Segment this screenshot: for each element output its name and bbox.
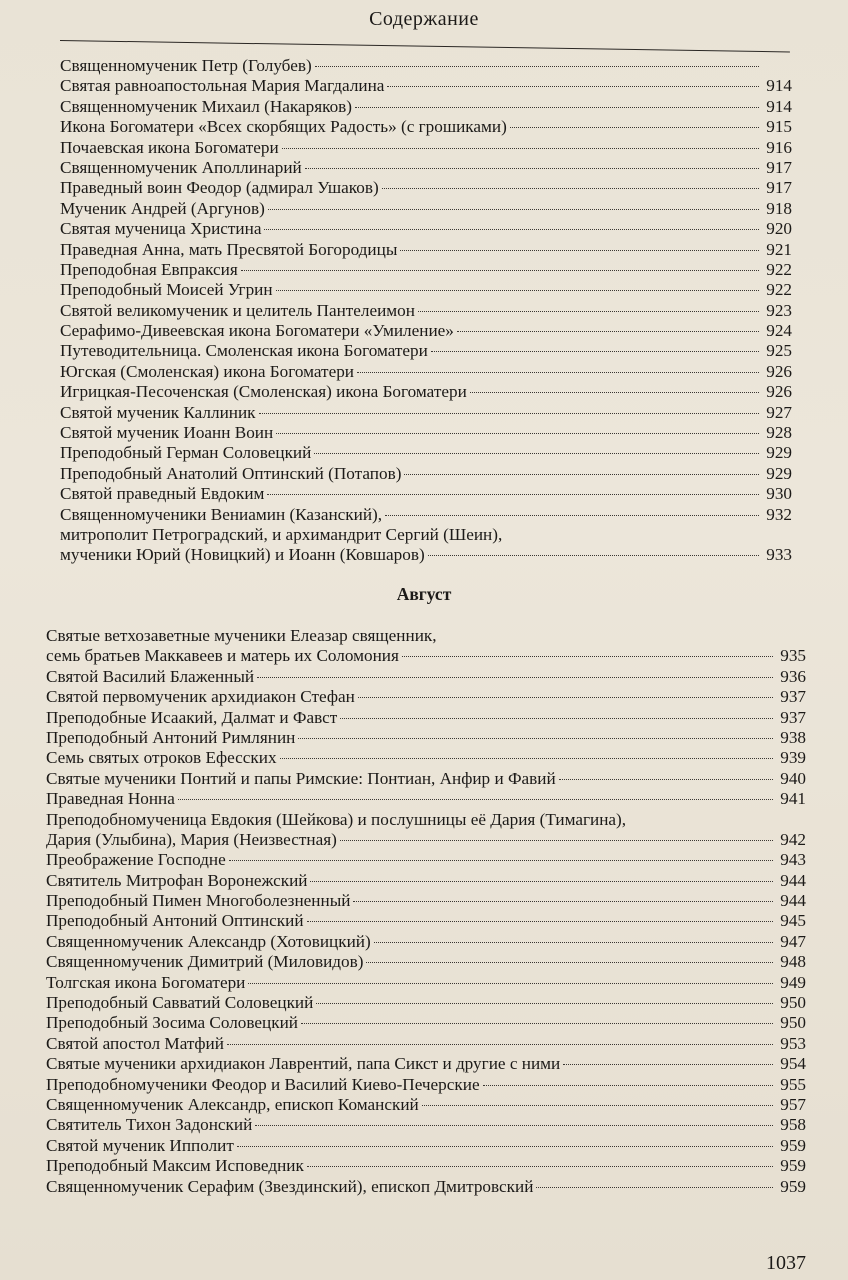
toc-dot-leader [229, 860, 773, 861]
toc-dot-leader [340, 840, 773, 841]
toc-entry-page: 923 [766, 300, 792, 320]
toc-dot-leader [563, 1064, 773, 1065]
toc-entry-title: Священномученик Петр (Голубев) [60, 56, 312, 75]
toc-dot-leader [355, 107, 759, 108]
toc-entry [60, 423, 792, 443]
toc-entry [60, 280, 792, 300]
toc-entry [46, 646, 806, 666]
toc-dot-leader [255, 1125, 773, 1126]
toc-entry-title: Преподобные Исаакий, Далмат и Фавст [46, 707, 338, 727]
toc-dot-leader [340, 718, 773, 719]
toc-entry-title: Святые мученики архидиакон Лаврентий, папа Сикст и другие с ними [46, 1054, 561, 1074]
toc-entry-page: 925 [766, 341, 792, 361]
toc-entry [46, 973, 806, 993]
toc-entry-title: Преображение Господне [46, 850, 226, 870]
toc-entry [60, 443, 792, 463]
toc-entry-title: Священномученик Михаил (Накаряков) [60, 96, 353, 116]
toc-entry [46, 871, 806, 891]
toc-entry-page: 933 [766, 545, 792, 565]
toc-entry-title: Преподобный Зосима Соловецкий [46, 1013, 298, 1033]
toc-dot-leader [248, 983, 773, 984]
toc-entry-title: Преподобномученица Евдокия (Шейкова) и послушницы её Дария (Тимагина), [46, 809, 627, 829]
toc-entry [60, 138, 792, 158]
toc-entry [46, 1136, 806, 1156]
toc-dot-leader [276, 433, 759, 434]
toc-dot-leader [510, 127, 759, 128]
toc-entry-page: 950 [780, 993, 806, 1013]
toc-entry-page: 958 [780, 1115, 806, 1135]
toc-dot-leader [366, 962, 773, 963]
toc-entry-page: 945 [780, 911, 806, 931]
toc-entry-title: Святой апостол Матфий [46, 1033, 224, 1053]
toc-entry [60, 178, 792, 198]
toc-entry [46, 667, 806, 687]
toc-entry-title: Святые мученики Понтий и папы Римские: Понтиан, Анфир и Фавий [46, 768, 556, 788]
toc-entry-page: 950 [780, 1013, 806, 1033]
toc-dot-leader [237, 1146, 773, 1147]
toc-entry [60, 301, 792, 321]
toc-entry-page: 959 [780, 1156, 806, 1176]
toc-dot-leader [431, 351, 759, 352]
toc-entry [46, 1115, 806, 1135]
toc-dot-leader [374, 942, 773, 943]
toc-entry-page: 926 [766, 361, 792, 381]
toc-entry [46, 952, 806, 972]
toc-entry [46, 1075, 806, 1095]
toc-dot-leader [404, 474, 759, 475]
toc-entry [46, 1013, 806, 1033]
page-number: 1037 [766, 1252, 806, 1274]
toc-entry-page: 957 [780, 1094, 806, 1114]
toc-entry-page: 937 [780, 687, 806, 707]
toc-entry-title: Святой праведный Евдоким [60, 484, 265, 504]
toc-dot-leader [470, 392, 759, 393]
toc-entry-title: Мученик Андрей (Аргунов) [60, 198, 265, 218]
toc-dot-leader [280, 758, 773, 759]
toc-dot-leader [298, 738, 773, 739]
toc-dot-leader [315, 66, 759, 67]
toc-entry-title: Священномученик Серафим (Звездинский), епископ Дмитровский [46, 1176, 534, 1196]
toc-dot-leader [264, 229, 759, 230]
toc-entry [46, 728, 806, 748]
toc-entry-title: семь братьев Маккавеев и матерь их Соломония [46, 646, 399, 666]
toc-entry-title: Святой первомученик архидиакон Стефан [46, 687, 355, 707]
header-divider [60, 40, 790, 52]
toc-entry [46, 932, 806, 952]
toc-entry-page: 953 [780, 1033, 806, 1053]
toc-entry [46, 687, 806, 707]
toc-entry [60, 97, 792, 117]
toc-dot-leader [301, 1023, 773, 1024]
toc-dot-leader [257, 677, 773, 678]
toc-entry-page: 916 [766, 137, 792, 157]
toc-list-august [46, 626, 806, 1197]
toc-entry [60, 545, 792, 565]
toc-entry [46, 993, 806, 1013]
toc-entry-page: 959 [780, 1135, 806, 1155]
toc-dot-leader [227, 1044, 773, 1045]
toc-dot-leader [483, 1085, 773, 1086]
toc-entry-page: 942 [780, 829, 806, 849]
toc-entry-title: Толгская икона Богоматери [46, 972, 246, 992]
section-title-august: Август [396, 584, 452, 604]
toc-entry-page: 944 [780, 891, 806, 911]
toc-entry [46, 1054, 806, 1074]
toc-entry [46, 708, 806, 728]
toc-entry [60, 484, 792, 504]
toc-entry-title: Святой мученик Ипполит [46, 1135, 234, 1155]
toc-dot-leader [178, 799, 773, 800]
toc-entry-title: Святая мученица Христина [60, 219, 262, 239]
toc-entry-page: 914 [766, 76, 792, 96]
toc-entry [46, 789, 806, 809]
toc-dot-leader [267, 494, 759, 495]
toc-entry [46, 1095, 806, 1115]
toc-entry-page: 939 [780, 748, 806, 768]
toc-entry-page: 921 [766, 239, 792, 259]
toc-entry [46, 911, 806, 931]
toc-dot-leader [268, 209, 759, 210]
toc-entry-page: 949 [780, 972, 806, 992]
toc-dot-leader [536, 1187, 773, 1188]
toc-dot-leader [428, 555, 759, 556]
toc-entry-title: Святой мученик Иоанн Воин [60, 423, 274, 443]
toc-entry-page: 935 [780, 646, 806, 666]
toc-entry-title: Преподобный Пимен Многоболезненный [46, 891, 351, 911]
toc-dot-leader [316, 1003, 773, 1004]
toc-entry [60, 403, 792, 423]
toc-entry [60, 240, 792, 260]
toc-entry-title: Священномученик Аполлинарий [60, 157, 302, 177]
toc-dot-leader [457, 331, 759, 332]
toc-entry-page: 922 [766, 280, 792, 300]
toc-dot-leader [402, 656, 773, 657]
toc-entry [46, 1177, 806, 1197]
toc-entry-page: 922 [766, 259, 792, 279]
toc-entry-title: Игрицкая-Песоченская (Смоленская) икона Богоматери [60, 382, 467, 402]
toc-entry-page: 940 [780, 768, 806, 788]
toc-entry-page: 948 [780, 952, 806, 972]
toc-entry-page: 937 [780, 707, 806, 727]
toc-entry [46, 810, 806, 830]
toc-entry-title: Югская (Смоленская) икона Богоматери [60, 361, 354, 381]
toc-entry-page: 955 [780, 1074, 806, 1094]
toc-dot-leader [276, 290, 759, 291]
toc-entry-page: 927 [766, 402, 792, 422]
toc-entry [60, 219, 792, 239]
toc-entry-title: Преподобный Моисей Угрин [60, 280, 273, 300]
toc-entry-page: 930 [766, 484, 792, 504]
toc-entry-title: Преподобный Максим Исповедник [46, 1156, 304, 1176]
toc-entry [46, 1034, 806, 1054]
toc-dot-leader [259, 413, 759, 414]
toc-entry [60, 525, 792, 545]
toc-entry-title: Священномученики Вениамин (Казанский), [60, 504, 383, 524]
toc-entry-title: Преподобный Савватий Соловецкий [46, 993, 314, 1013]
toc-entry-page: 929 [766, 463, 792, 483]
toc-entry-title: Путеводительница. Смоленская икона Богоматери [60, 341, 428, 361]
toc-entry-page: 928 [766, 423, 792, 443]
toc-dot-leader [307, 1166, 773, 1167]
toc-entry-title: Преподобный Антоний Оптинский [46, 911, 304, 931]
toc-entry-title: Священномученик Александр, епископ Команский [46, 1094, 419, 1114]
toc-entry [46, 1156, 806, 1176]
toc-entry [60, 341, 792, 361]
toc-entry-page: 944 [780, 870, 806, 890]
toc-entry-page: 918 [766, 198, 792, 218]
toc-entry-title: Почаевская икона Богоматери [60, 137, 279, 157]
toc-entry-title: мученики Юрий (Новицкий) и Иоанн (Ковшаров) [60, 545, 425, 565]
toc-entry-page: 926 [766, 382, 792, 402]
toc-entry-title: Праведная Анна, мать Пресвятой Богородицы [60, 239, 398, 259]
toc-entry-title: Священномученик Александр (Хотовицкий) [46, 931, 371, 951]
toc-entry [60, 56, 792, 76]
toc-entry-page: 936 [780, 666, 806, 686]
toc-entry-title: митрополит Петроградский, и архимандрит Сергий (Шеин), [60, 524, 503, 544]
toc-entry-page: 917 [766, 178, 792, 198]
toc-entry-title: Праведный воин Феодор (адмирал Ушаков) [60, 178, 379, 198]
toc-entry-page: 915 [766, 117, 792, 137]
toc-dot-leader [353, 901, 773, 902]
toc-entry-page: 943 [780, 850, 806, 870]
toc-dot-leader [387, 86, 759, 87]
toc-entry-title: Преподобномученики Феодор и Василий Киево-Печерские [46, 1074, 480, 1094]
toc-entry-page: 947 [780, 931, 806, 951]
toc-entry-title: Серафимо-Дивеевская икона Богоматери «Умиление» [60, 321, 454, 341]
toc-entry [60, 464, 792, 484]
toc-dot-leader [241, 270, 759, 271]
toc-entry [60, 505, 792, 525]
toc-entry-title: Преподобный Антоний Римлянин [46, 727, 296, 747]
toc-dot-leader [305, 168, 759, 169]
toc-entry [46, 769, 806, 789]
toc-entry-title: Священномученик Димитрий (Миловидов) [46, 952, 364, 972]
toc-entry [60, 76, 792, 96]
toc-entry [46, 850, 806, 870]
toc-entry-title: Святой великомученик и целитель Пантелеимон [60, 300, 415, 320]
toc-entry-page: 924 [766, 321, 792, 341]
toc-dot-leader [385, 515, 759, 516]
toc-dot-leader [422, 1105, 773, 1106]
toc-entry [46, 891, 806, 911]
toc-entry-title: Преподобная Евпраксия [60, 259, 238, 279]
toc-entry-title: Святые ветхозаветные мученики Елеазар священник, [46, 626, 437, 645]
toc-entry-page: 917 [766, 157, 792, 177]
toc-entry [60, 321, 792, 341]
toc-entry-page: 938 [780, 727, 806, 747]
toc-dot-leader [357, 372, 759, 373]
toc-entry [46, 830, 806, 850]
toc-entry-title: Икона Богоматери «Всех скорбящих Радость» (с грошиками) [60, 117, 507, 137]
toc-entry-title: Святитель Митрофан Воронежский [46, 870, 308, 890]
toc-entry [60, 117, 792, 137]
page-header-title: Содержание [369, 8, 479, 30]
toc-entry-page: 932 [766, 504, 792, 524]
toc-dot-leader [418, 311, 759, 312]
toc-entry-page: 954 [780, 1054, 806, 1074]
toc-entry [60, 382, 792, 402]
toc-entry-page: 959 [780, 1176, 806, 1196]
toc-entry-title: Семь святых отроков Ефесских [46, 748, 277, 768]
toc-entry [60, 362, 792, 382]
toc-dot-leader [314, 453, 759, 454]
toc-entry [60, 158, 792, 178]
toc-entry-title: Преподобный Герман Соловецкий [60, 443, 312, 463]
toc-entry-page: 941 [780, 789, 806, 809]
toc-entry [46, 626, 806, 646]
toc-dot-leader [559, 779, 773, 780]
toc-entry-page: 920 [766, 219, 792, 239]
toc-entry-page: 914 [766, 96, 792, 116]
toc-entry-title: Преподобный Анатолий Оптинский (Потапов) [60, 463, 402, 483]
toc-dot-leader [307, 921, 773, 922]
toc-entry-title: Праведная Нонна [46, 789, 175, 809]
toc-entry-page: 929 [766, 443, 792, 463]
toc-entry-title: Святой мученик Каллиник [60, 402, 256, 422]
toc-dot-leader [382, 188, 759, 189]
toc-entry-title: Святитель Тихон Задонский [46, 1115, 253, 1135]
toc-list-july [60, 56, 792, 566]
toc-entry [60, 260, 792, 280]
toc-entry-title: Дария (Улыбина), Мария (Неизвестная) [46, 829, 337, 849]
toc-entry-title: Святой Василий Блаженный [46, 666, 255, 686]
toc-dot-leader [400, 250, 759, 251]
toc-dot-leader [282, 148, 759, 149]
toc-entry-title: Святая равноапостольная Мария Магдалина [60, 76, 385, 96]
toc-dot-leader [358, 697, 773, 698]
toc-entry [46, 748, 806, 768]
toc-entry [60, 199, 792, 219]
toc-dot-leader [310, 881, 773, 882]
